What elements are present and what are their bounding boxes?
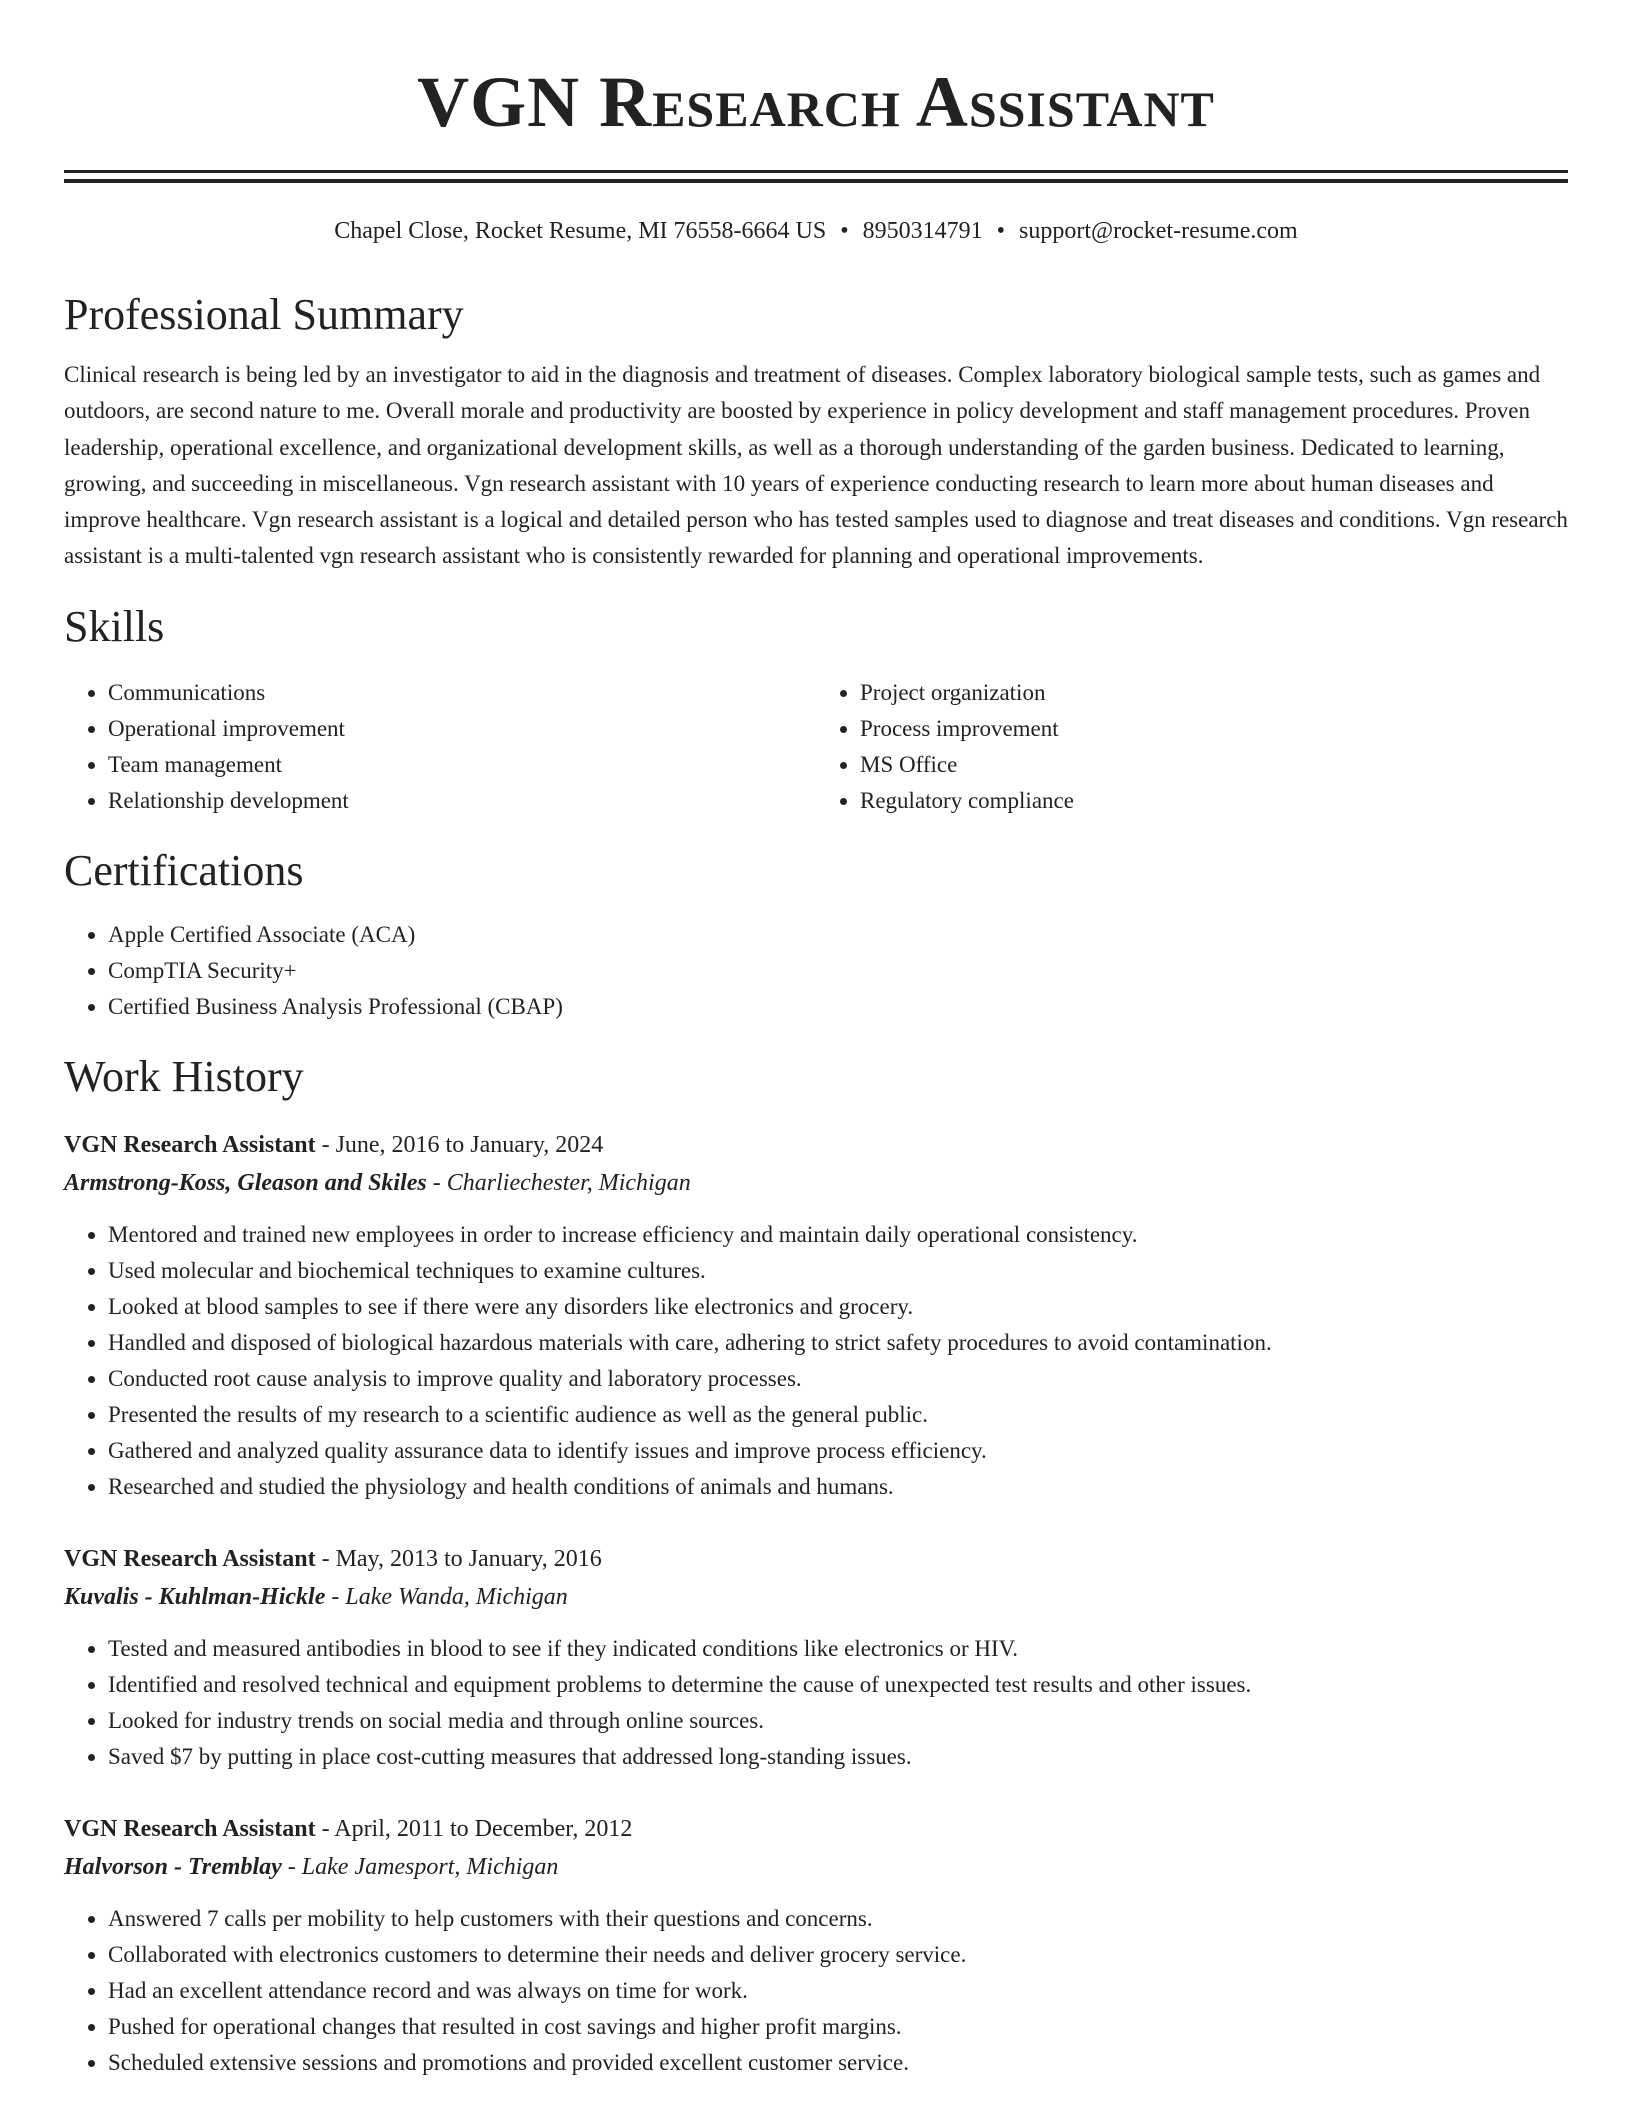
header-rule-bottom (64, 179, 1568, 183)
job-bullet: • Looked for industry trends on social media and through online sources. (108, 1703, 1568, 1739)
contact-separator: • (996, 218, 1006, 244)
skill-item: • Communications (108, 675, 816, 711)
job-bullet: • Saved $7 by putting in place cost-cutting measures that addressed long-standing issues. (108, 1739, 1568, 1775)
job-responsibilities (64, 1901, 1568, 2081)
contact-phone: 8950314791 (862, 218, 983, 244)
job-bullet: • Gathered and analyzed quality assurance data to identify issues and improve process efficiency. (108, 1433, 1568, 1469)
job-location: Lake Jamesport, Michigan (301, 1853, 559, 1880)
skill-item: • Relationship development (108, 783, 816, 819)
job-bullet: • Identified and resolved technical and equipment problems to determine the cause of unexpected test results and other issues. (108, 1667, 1568, 1703)
skills-column-left (64, 675, 816, 819)
job-bullet: • Mentored and trained new employees in order to increase efficiency and maintain daily operational consistency. (108, 1217, 1568, 1253)
job-header (64, 1127, 1568, 1163)
job-bullet: • Used molecular and biochemical techniques to examine cultures. (108, 1253, 1568, 1289)
job-separator: - (315, 1815, 335, 1842)
job-location: Charliechester, Michigan (446, 1169, 691, 1196)
job-entry (64, 1541, 1568, 1775)
job-bullet: • Had an excellent attendance record and was always on time for work. (108, 1973, 1568, 2009)
job-dates: April, 2011 to December, 2012 (334, 1815, 633, 1842)
job-bullet: • Presented the results of my research to a scientific audience as well as the general public. (108, 1397, 1568, 1433)
job-bullet: • Handled and disposed of biological hazardous materials with care, adhering to strict safety procedures to avoid contamination. (108, 1325, 1568, 1361)
summary-heading: Professional Summary (64, 290, 464, 339)
skill-item: • Project organization (860, 675, 1568, 711)
skill-item: • Regulatory compliance (860, 783, 1568, 819)
job-bullet: • Answered 7 calls per mobility to help customers with their questions and concerns. (108, 1901, 1568, 1937)
job-separator: - (281, 1853, 302, 1880)
certifications-list (64, 917, 1568, 1025)
contact-separator: • (840, 218, 849, 244)
job-company: Armstrong-Koss, Gleason and Skiles (64, 1169, 427, 1196)
job-separator: - (315, 1131, 336, 1158)
skill-item: • Operational improvement (108, 711, 816, 747)
contact-address: Chapel Close, Rocket Resume, MI 76558-6664 US (334, 218, 827, 244)
summary-text: Clinical research is being led by an investigator to aid in the diagnosis and treatment of diseases. Complex laboratory biological sample tests, such as games and outdoors, are second nature to me. Overall morale and productivity are boosted by experience in policy development and staff management procedures. Proven leadership, operational excellence, and organizational development skills, as well as a thorough understanding of the garden business. Dedicated to learning, growing, and succeeding in miscellaneous. Vgn research assistant with 10 years of experience conducting research to learn more about human diseases and improve healthcare. Vgn research assistant is a logical and detailed person who has tested samples used to diagnose and treat diseases and conditions. Vgn research assistant is a multi-talented vgn research assistant who is consistently rewarded for planning and operational improvements. (64, 362, 1568, 569)
job-bullet: • Looked at blood samples to see if there were any disorders like electronics and grocery. (108, 1289, 1568, 1325)
job-separator: - (325, 1583, 346, 1610)
job-bullet: • Scheduled extensive sessions and promotions and provided excellent customer service. (108, 2045, 1568, 2081)
work-history-heading: Work History (64, 1051, 304, 1101)
certification-item: • Apple Certified Associate (ACA) (108, 917, 1568, 953)
job-separator: - (426, 1169, 447, 1196)
job-title: VGN Research Assistant (64, 1545, 316, 1572)
certifications-heading: Certifications (64, 845, 304, 895)
job-bullet: • Conducted root cause analysis to improve quality and laboratory processes. (108, 1361, 1568, 1397)
job-bullet: • Researched and studied the physiology and health conditions of animals and humans. (108, 1469, 1568, 1505)
skill-item: • Process improvement (860, 711, 1568, 747)
job-bullet: • Collaborated with electronics customers to determine their needs and deliver grocery service. (108, 1937, 1568, 1973)
job-entry (64, 1811, 1568, 2081)
job-entry (64, 1127, 1568, 1505)
job-dates: May, 2013 to January, 2016 (335, 1545, 602, 1572)
job-responsibilities (64, 1631, 1568, 1775)
job-separator: - (315, 1545, 336, 1572)
job-dates: June, 2016 to January, 2024 (335, 1131, 604, 1158)
certification-item: • CompTIA Security+ (108, 953, 1568, 989)
skills-heading: Skills (64, 601, 165, 651)
job-employer-line (64, 1163, 1568, 1203)
job-company: Kuvalis - Kuhlman-Hickle (64, 1583, 326, 1610)
job-title: VGN Research Assistant (64, 1131, 316, 1158)
job-bullet: • Tested and measured antibodies in blood to see if they indicated conditions like electronics or HIV. (108, 1631, 1568, 1667)
candidate-name: VGN Research Assistant (417, 62, 1215, 142)
certification-item: • Certified Business Analysis Professional (CBAP) (108, 989, 1568, 1025)
skills-list (64, 675, 1568, 819)
skill-item: • Team management (108, 747, 816, 783)
job-company: Halvorson - Tremblay (64, 1853, 282, 1880)
contact-email[interactable]: support@rocket-resume.com (1019, 218, 1298, 244)
job-location: Lake Wanda, Michigan (345, 1583, 568, 1610)
skills-column-right (816, 675, 1568, 819)
job-header (64, 1811, 1568, 1847)
contact-line (64, 215, 1568, 247)
job-employer-line (64, 1577, 1568, 1617)
skill-item: • MS Office (860, 747, 1568, 783)
header-rule-top (64, 170, 1568, 173)
job-responsibilities (64, 1217, 1568, 1505)
job-title: VGN Research Assistant (64, 1815, 316, 1842)
job-bullet: • Pushed for operational changes that resulted in cost savings and higher profit margins. (108, 2009, 1568, 2045)
job-header (64, 1541, 1568, 1577)
job-employer-line (64, 1847, 1568, 1887)
